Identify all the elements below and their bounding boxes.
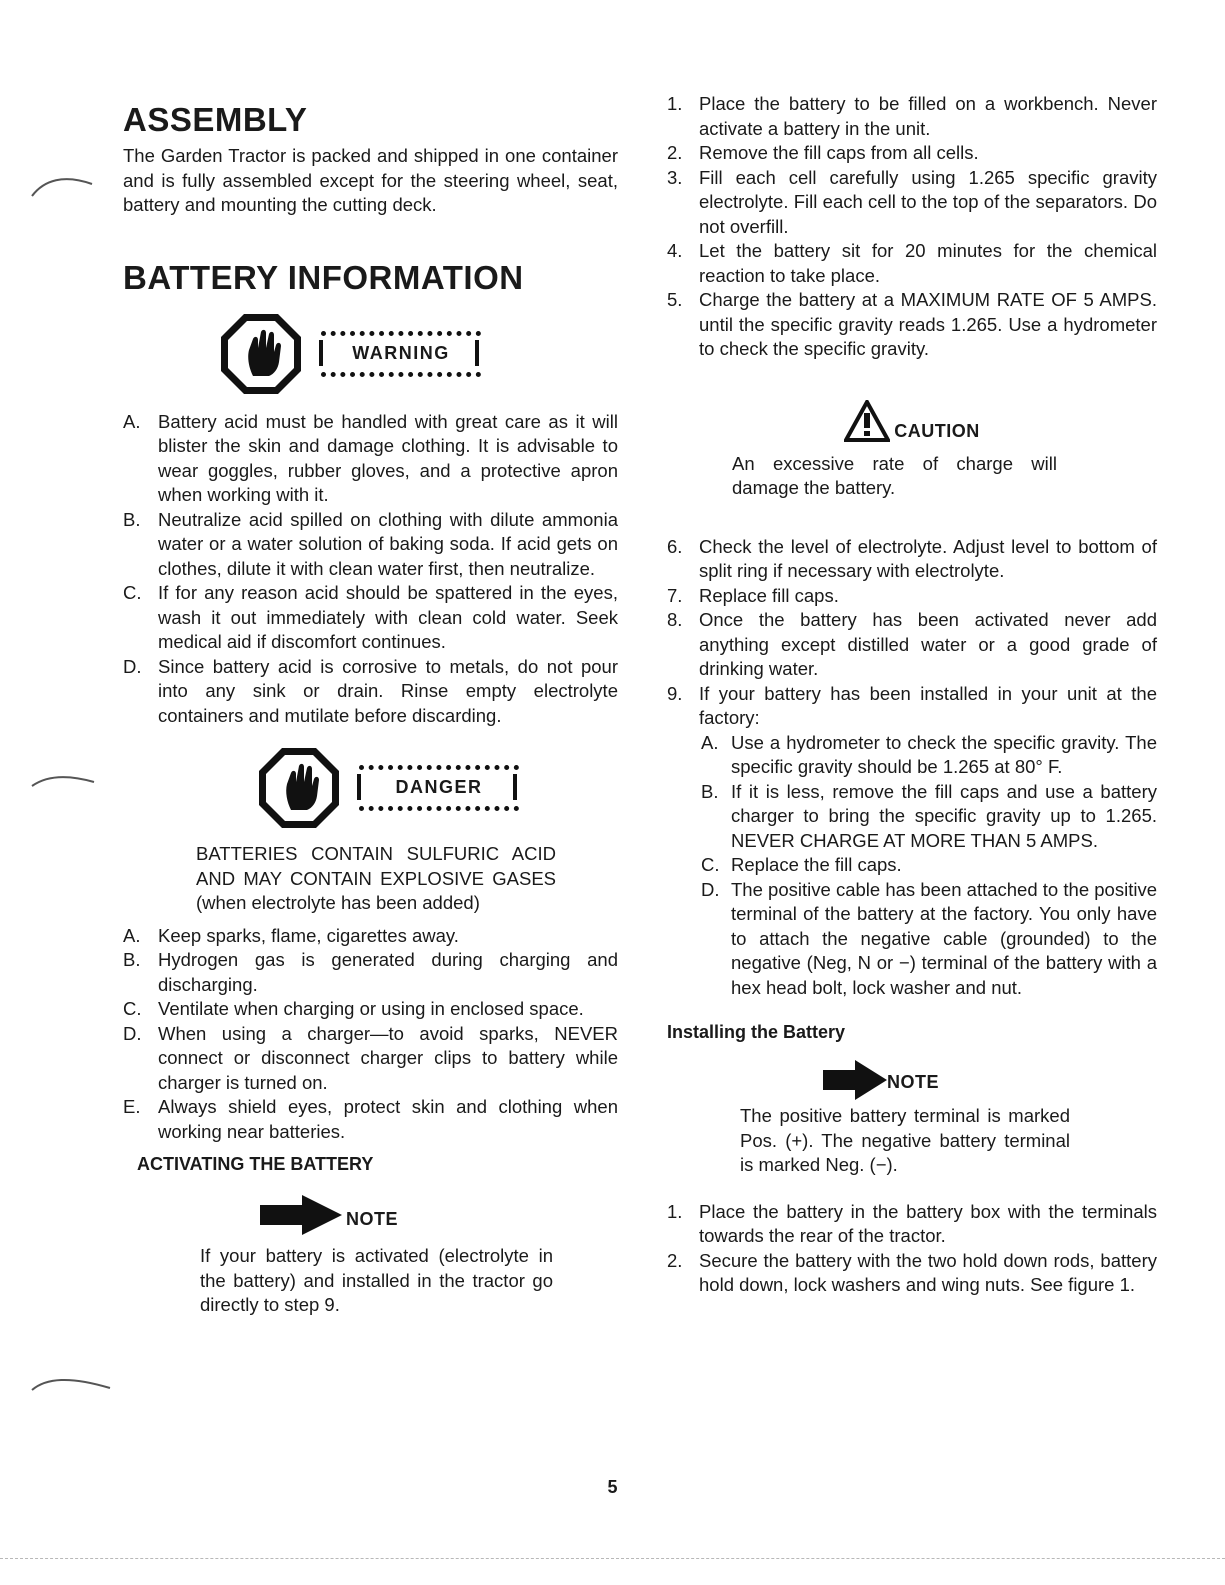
danger-label: DANGER — [395, 777, 483, 797]
assembly-heading: ASSEMBLY — [123, 101, 308, 138]
list-item: 1. Place the battery in the battery box with the terminals towards the rear of the tractor. — [667, 1200, 1157, 1246]
step9-sublist — [701, 731, 1157, 1001]
arrow-right-icon — [258, 1194, 342, 1236]
danger-text: BATTERIES CONTAIN SULFURIC ACID AND MAY CONTAIN EXPLOSIVE GASES (when electrolyte has been added) — [196, 843, 556, 913]
list-item: A. Keep sparks, flame, cigarettes away. — [123, 924, 459, 946]
list-item: 2. Secure the battery with the two hold down rods, battery hold down, lock washers and wing nuts. See figure 1. — [667, 1249, 1157, 1295]
warning-sign — [219, 312, 618, 396]
assembly-text: The Garden Tractor is packed and shipped in one container and is fully assembled except for the steering wheel, seat, battery and mounting the cutting deck. — [123, 145, 618, 215]
installing-heading: Installing the Battery — [667, 1022, 846, 1042]
warning-triangle-icon — [844, 400, 890, 442]
danger-sign — [257, 746, 618, 830]
danger-banner — [353, 765, 525, 811]
list-item: 5. Charge the battery at a MAXIMUM RATE OF 5 AMPS. until the specific gravity reads 1.265. Use a hydrometer to check the specific gravity. — [667, 289, 1157, 359]
caution-sign — [667, 400, 1157, 442]
activating-heading: ACTIVATING THE BATTERY — [137, 1154, 374, 1174]
list-item: B. Neutralize acid spilled on clothing with dilute ammonia water or a water solution of baking soda. If acid gets on clothes, dilute it with clean water first, then neutralize. — [123, 508, 618, 579]
list-item: E. Always shield eyes, protect skin and clothing when working near batteries. — [123, 1096, 618, 1142]
note-label: NOTE — [346, 1208, 399, 1229]
warning-label: WARNING — [352, 342, 450, 363]
list-item: 2. Remove the fill caps from all cells. — [667, 142, 979, 163]
list-item: A. Battery acid must be handled with great care as it will blister the skin and damage clothing. It is advisable to wear goggles, rubber gloves, and a protective apron when working with it. — [123, 410, 618, 505]
list-item: 9. If your battery has been installed in your unit at the factory: — [667, 682, 1157, 728]
warning-list — [123, 410, 618, 729]
list-item: D. When using a charger—to avoid sparks, NEVER connect or disconnect charger clips to battery while charger is turned on. — [123, 1022, 618, 1093]
caution-text: An excessive rate of charge will damage the battery. — [732, 452, 1057, 498]
left-column — [123, 100, 618, 1318]
glove-hand-icon — [219, 312, 303, 396]
glove-hand-icon — [257, 746, 341, 830]
list-item: C. Ventilate when charging or using in enclosed space. — [123, 998, 584, 1019]
right-column — [667, 92, 1157, 1298]
list-item: C. Replace the fill caps. — [701, 854, 902, 875]
list-item: B. If it is less, remove the fill caps and use a battery charger to bring the specific gravity up to 1.265. NEVER CHARGE AT MORE THAN 5 AMPS. — [701, 780, 1157, 851]
list-item: 7. Replace fill caps. — [667, 584, 839, 606]
list-item: 1. Place the battery to be filled on a workbench. Never activate a battery in the unit. — [667, 93, 1157, 139]
list-item: C. If for any reason acid should be spattered in the eyes, wash it out immediately with clean cold water. Seek medical aid if discomfort continues. — [123, 582, 618, 652]
installing-steps — [667, 1200, 1157, 1298]
note-activating — [258, 1194, 618, 1236]
list-item: 3. Fill each cell carefully using 1.265 specific gravity electrolyte. Fill each cell to the top of the separators. Do not overfill. — [667, 166, 1157, 237]
list-item: 8. Once the battery has been activated never add anything except distilled water or a good grade of drinking water. — [667, 609, 1157, 679]
note-installing — [821, 1060, 1157, 1100]
bottom-rule — [0, 1558, 1225, 1559]
warning-banner — [315, 331, 487, 377]
hole-mark-icon — [30, 1372, 120, 1394]
list-item: D. Since battery acid is corrosive to metals, do not pour into any sink or drain. Rinse empty electrolyte containers and mutilate before discarding. — [123, 655, 618, 726]
list-item: D. The positive cable has been attached to the positive terminal of the battery at the factory. You only have to attach the negative cable (grounded) to the negative (Neg, N or −) terminal of the battery with a hex head bolt, lock washer and nut. — [701, 878, 1157, 998]
activating-note-text: If your battery is activated (electrolyte in the battery) and installed in the tractor go directly to step 9. — [200, 1245, 553, 1315]
activating-steps-continued — [667, 535, 1157, 731]
list-item: A. Use a hydrometer to check the specific gravity. The specific gravity should be 1.265 at 80° F. — [701, 731, 1157, 777]
hole-mark-icon — [30, 170, 100, 200]
installing-note-text: The positive battery terminal is marked Pos. (+). The negative battery terminal is marked Neg. (−). — [740, 1105, 1070, 1175]
battery-information-heading: BATTERY INFORMATION — [123, 258, 524, 296]
list-item: 4. Let the battery sit for 20 minutes for the chemical reaction to take place. — [667, 240, 1157, 286]
list-item: B. Hydrogen gas is generated during charging and discharging. — [123, 949, 618, 995]
page-number: 5 — [607, 1477, 618, 1497]
list-item: 6. Check the level of electrolyte. Adjust level to bottom of split ring if necessary with electrolyte. — [667, 535, 1157, 581]
arrow-right-icon — [821, 1060, 887, 1100]
hole-mark-icon — [30, 770, 100, 790]
caution-label: CAUTION — [894, 420, 980, 441]
activating-steps — [667, 92, 1157, 362]
note-label: NOTE — [887, 1071, 940, 1092]
danger-list — [123, 924, 618, 1145]
